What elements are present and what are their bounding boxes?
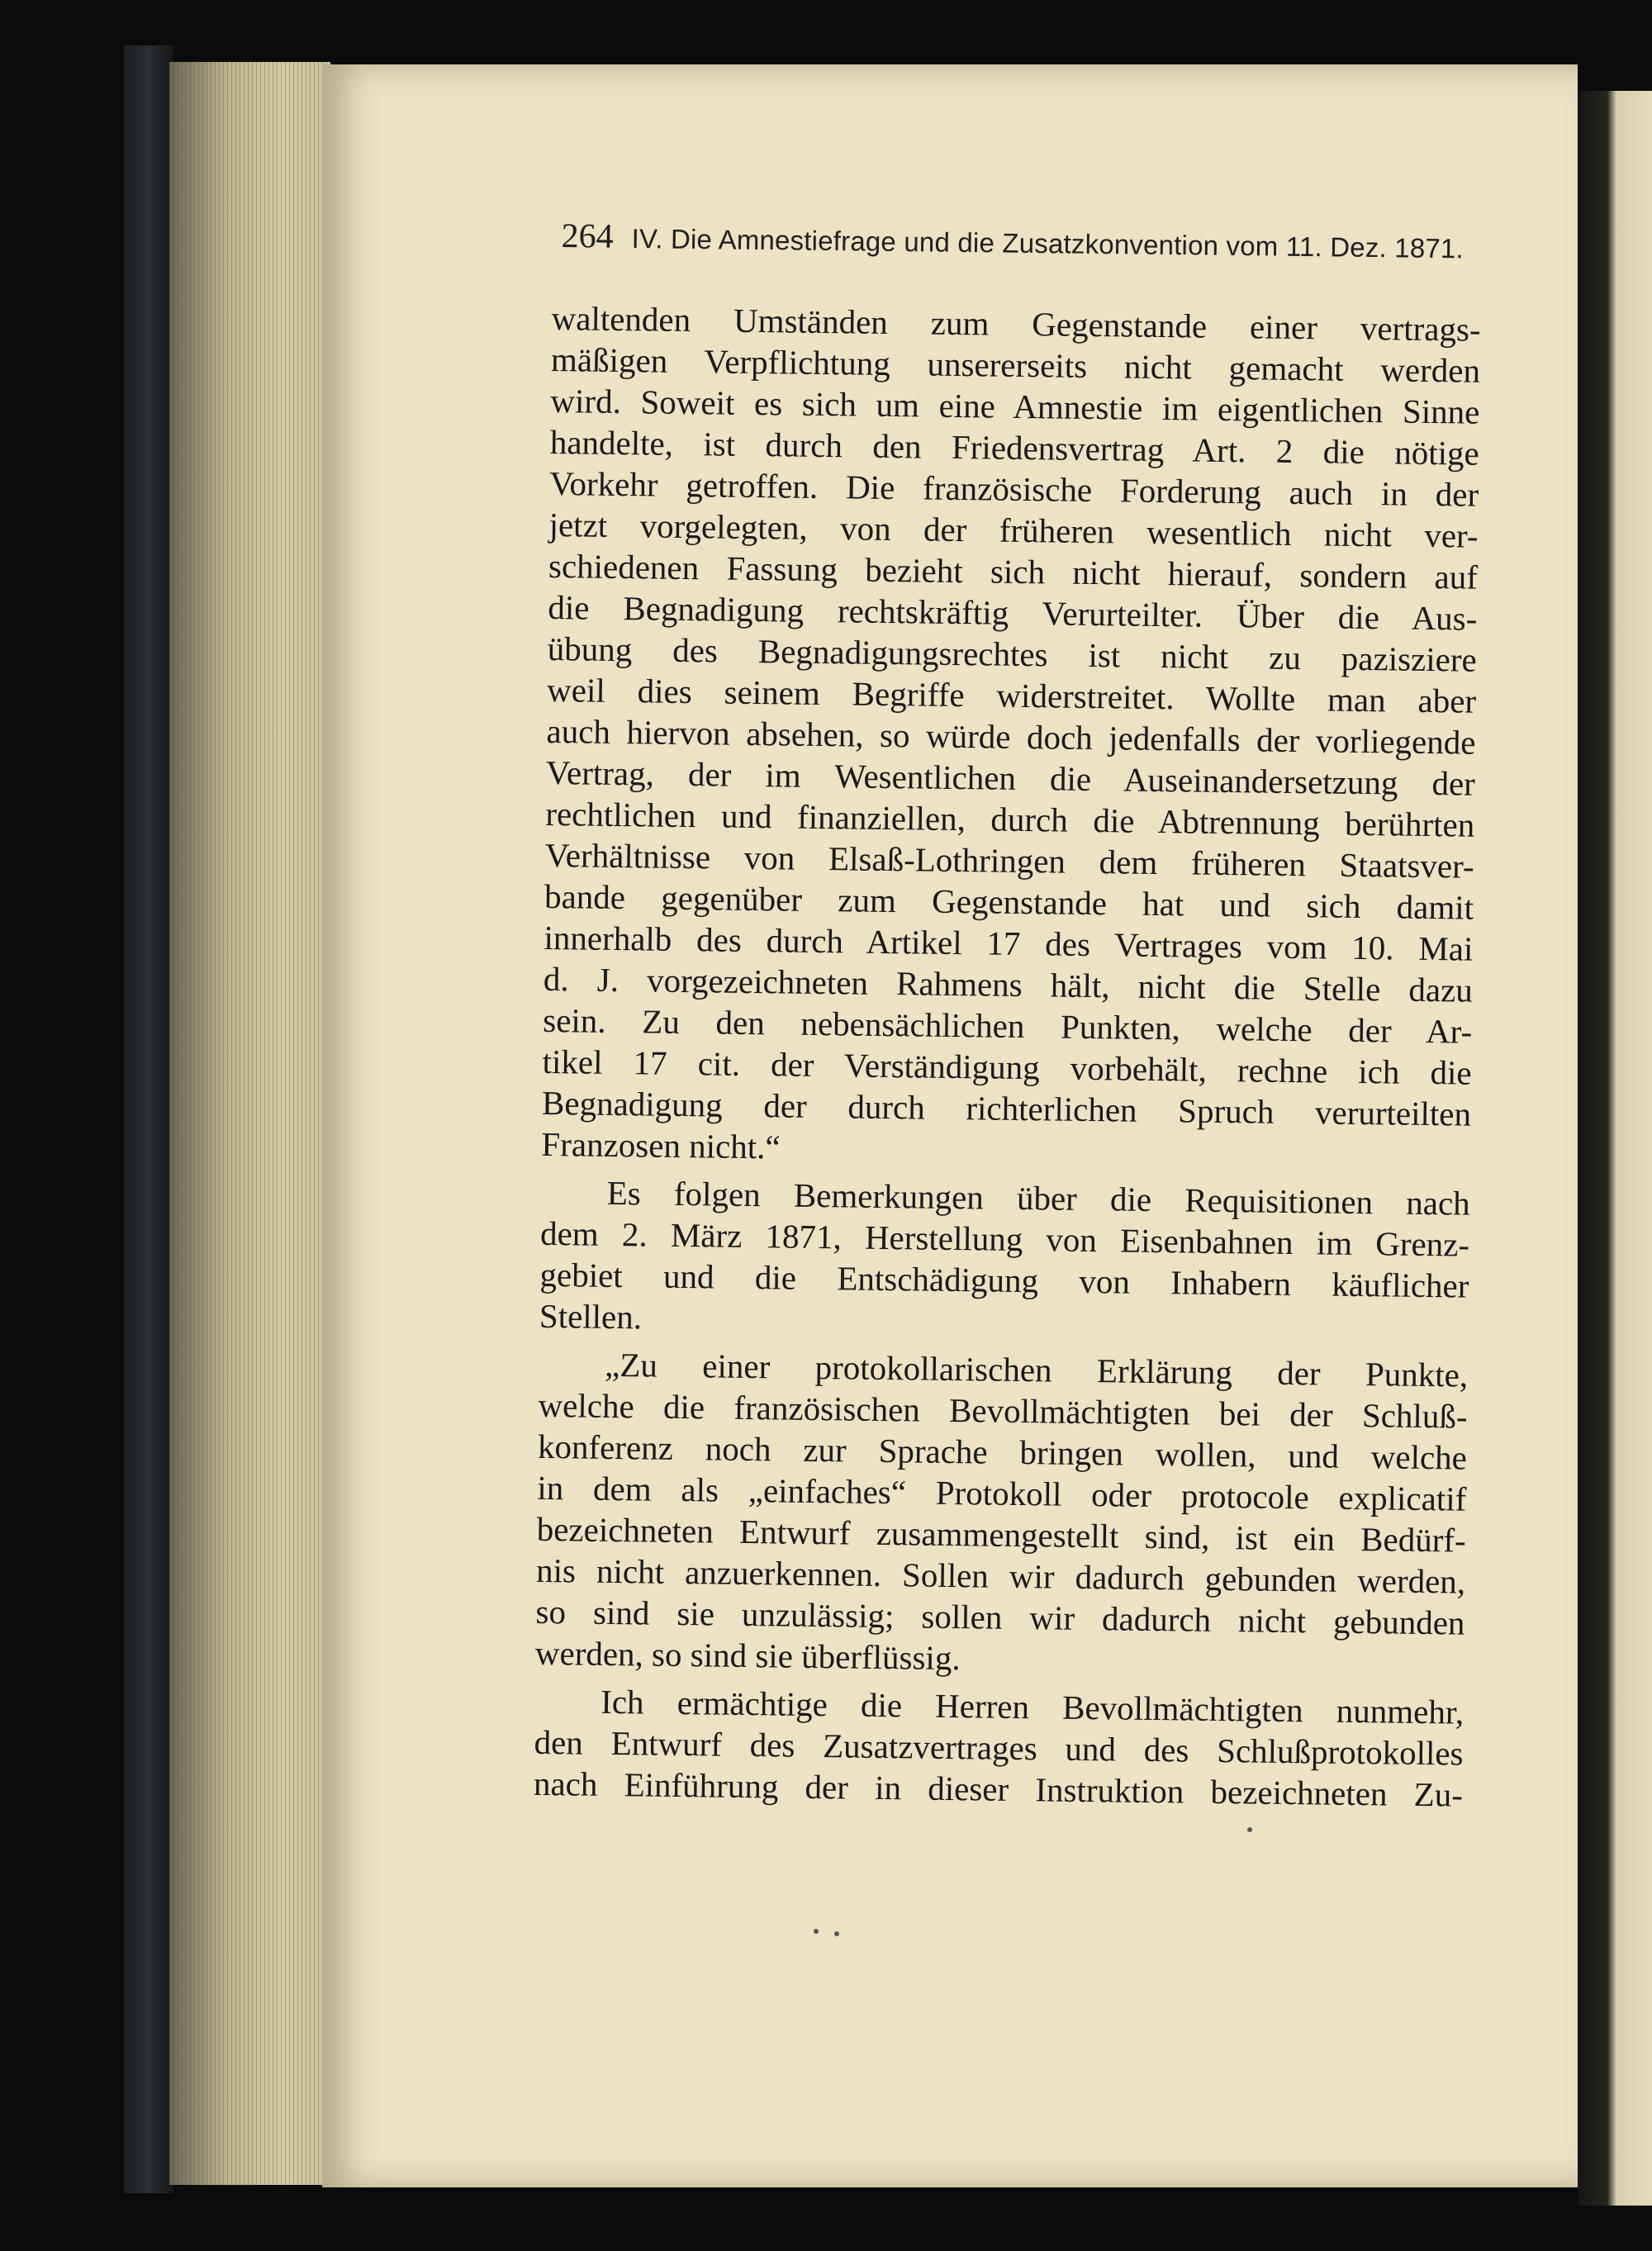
text-line: übung des Begnadigungsrechtes ist nicht zu pazisziere xyxy=(547,629,1478,679)
text-line: d. J. vorgezeichneten Rahmens hält, nicht die Stelle dazu xyxy=(543,959,1474,1009)
text-line: innerhalb des durch Artikel 17 des Vertrages vom 10. Mai xyxy=(544,918,1474,968)
text-line: bezeichneten Entwurf zusammengestellt sind, ist ein Bedürf- xyxy=(536,1509,1466,1560)
text-line: Begnadigung der durch richterlichen Spruch verurteilten xyxy=(541,1083,1472,1133)
adjacent-page-edge xyxy=(1578,91,1652,2206)
text-line: auch hiervon absehen, so würde doch jedenfalls der vorliegende xyxy=(546,711,1476,762)
text-line: sein. Zu den nebensächlichen Punkten, welche der Ar- xyxy=(543,1000,1473,1051)
text-line: weil dies seinem Begriffe widerstreitet. Wollte man aber xyxy=(546,670,1477,720)
page-block-edges xyxy=(169,62,330,2185)
running-title: IV. Die Amnestiefrage und die Zusatzkonvention vom 11. Dez. 1871. xyxy=(631,223,1464,264)
text-line: rechtlichen und finanziellen, durch die Abtrennung berührten xyxy=(545,794,1475,844)
text-line: handelte, ist durch den Friedensvertrag Art. 2 die nötige xyxy=(549,422,1480,473)
paragraph xyxy=(535,1343,1469,1685)
page-text xyxy=(534,297,1481,1816)
text-line: die Begnadigung rechtskräftig Verurteilter. Über die Aus- xyxy=(548,587,1478,638)
ink-speck xyxy=(834,1931,839,1936)
text-line: gebiet und die Entschädigung von Inhabern käuflicher xyxy=(539,1255,1469,1305)
text-line: Ich ermächtige die Herren Bevollmächtigten nunmehr, xyxy=(600,1682,1464,1731)
text-line: nach Einführung der in dieser Instruktion bezeichneten Zu- xyxy=(533,1764,1464,1814)
text-line: so sind sie unzulässig; sollen wir dadurch nicht gebunden xyxy=(535,1592,1465,1642)
book-cover-edge xyxy=(124,45,173,2193)
ink-speck xyxy=(1247,1827,1252,1832)
text-line: Vertrag, der im Wesentlichen die Auseinandersetzung der xyxy=(545,753,1476,803)
text-line: tikel 17 cit. der Verständigung vorbehält, rechne ich die xyxy=(542,1042,1472,1092)
text-line: Stellen. xyxy=(539,1296,643,1337)
text-line: wird. Soweit es sich um eine Amnestie im eigentlichen Sinne xyxy=(550,381,1480,431)
text-line: konferenz noch zur Sprache bringen wollen, und welche xyxy=(537,1427,1468,1477)
page-number: 264 xyxy=(561,216,614,256)
text-line: waltenden Umständen zum Gegenstande einer vertrags- xyxy=(551,298,1481,349)
paragraph xyxy=(534,1680,1464,1816)
text-line: werden, so sind sie überflüssig. xyxy=(534,1633,961,1678)
ink-speck xyxy=(814,1929,819,1934)
text-line: mäßigen Verpflichtung unsererseits nicht gemacht werden xyxy=(550,340,1481,390)
text-line: „Zu einer protokollarischen Erklärung der Punkte, xyxy=(604,1345,1469,1394)
text-line: Verhältnisse von Elsaß-Lothringen dem früheren Staatsver- xyxy=(544,835,1474,886)
text-line: Franzosen nicht.“ xyxy=(541,1124,781,1166)
text-line: in dem als „einfaches“ Protokoll oder protocole explicatif xyxy=(537,1468,1467,1518)
text-line: jetzt vorgelegten, von der früheren wesentlich nicht ver- xyxy=(548,505,1479,555)
text-line: nis nicht anzuerkennen. Sollen wir dadurch gebunden werden, xyxy=(535,1551,1466,1601)
text-line: dem 2. März 1871, Herstellung von Eisenbahnen im Grenz- xyxy=(539,1213,1470,1264)
text-line: welche die französischen Bevollmächtigten bei der Schluß- xyxy=(538,1385,1468,1436)
text-line: schiedenen Fassung bezieht sich nicht hierauf, sondern auf xyxy=(548,546,1479,596)
paragraph xyxy=(541,297,1481,1176)
text-line: den Entwurf des Zusatzvertrages und des Schlußprotokolles xyxy=(534,1722,1464,1773)
text-line: Vorkehr getroffen. Die französische Forderung auch in der xyxy=(548,463,1479,514)
text-line: bande gegenüber zum Gegenstande hat und sich damit xyxy=(544,876,1474,927)
text-line: Es folgen Bemerkungen über die Requisitionen nach xyxy=(606,1173,1470,1223)
paragraph xyxy=(539,1171,1470,1348)
